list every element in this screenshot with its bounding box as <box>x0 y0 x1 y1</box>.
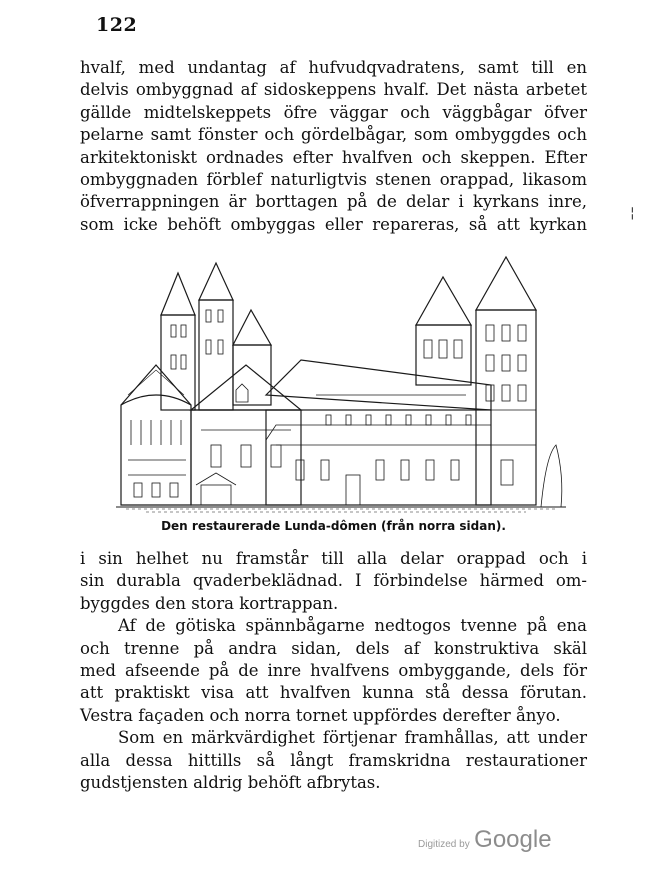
text-line: Vestra façaden och norra tornet uppfördes derefter ånyo. <box>80 705 561 725</box>
text-line: pelarne samt fönster och gördelbågar, som ombyggdes och <box>80 125 587 145</box>
text-line: hvalf, med undantag af hufvudqvadratens, samt till en <box>80 58 587 77</box>
paragraph-bottom <box>80 548 587 794</box>
text-line: gudstjensten aldrig behöft afbrytas. <box>80 773 381 793</box>
text-line: gällde midtelskeppets öfre väggar och väggbågar öfver <box>80 102 587 122</box>
watermark-prefix: Digitized by <box>418 839 470 850</box>
digitized-watermark <box>418 826 552 854</box>
text-line: byggdes den stora kortrappan. <box>80 593 339 613</box>
text-line: delvis ombyggnad af sidoskeppens hvalf. Det nästa arbetet <box>80 80 587 100</box>
text-line: i sin helhet nu framstår till alla delar orappad och i <box>80 549 587 568</box>
margin-mark: ¦ <box>630 205 635 221</box>
page-number: 122 <box>96 14 138 36</box>
text-line: ombyggnaden förblef naturligtvis stenen orappad, likasom <box>80 170 587 190</box>
text-line: Af de götiska spännbågarne nedtogos tvenne på ena <box>118 616 587 636</box>
text-line: alla dessa hittills så långt framskridna restaurationer <box>80 750 587 770</box>
cathedral-illustration <box>116 245 566 515</box>
text-line: och trenne på andra sidan, dels af konstruktiva skäl <box>80 638 587 658</box>
paragraph-top <box>80 57 587 236</box>
figure-caption: Den restaurerade Lunda-dômen (från norra sidan). <box>161 519 506 533</box>
google-logo: Google <box>474 826 552 853</box>
text-line: sin durabla qvaderbeklädnad. I förbindelse härmed om- <box>80 571 587 591</box>
text-line: Som en märkvärdighet förtjenar framhållas, att under <box>118 728 587 748</box>
text-line: att praktiskt visa att hvalfven kunna stå dessa förutan. <box>80 683 587 703</box>
text-line: arkitektoniskt ordnades efter hvalfven och skeppen. Efter <box>80 147 587 167</box>
text-line: öfverrappningen är borttagen på de delar i kyrkans inre, <box>80 192 587 212</box>
text-line: som icke behöft ombyggas eller repareras, så att kyrkan <box>80 214 587 234</box>
text-line: med afseende på de inre hvalfvens ombyggande, dels för <box>80 661 587 681</box>
